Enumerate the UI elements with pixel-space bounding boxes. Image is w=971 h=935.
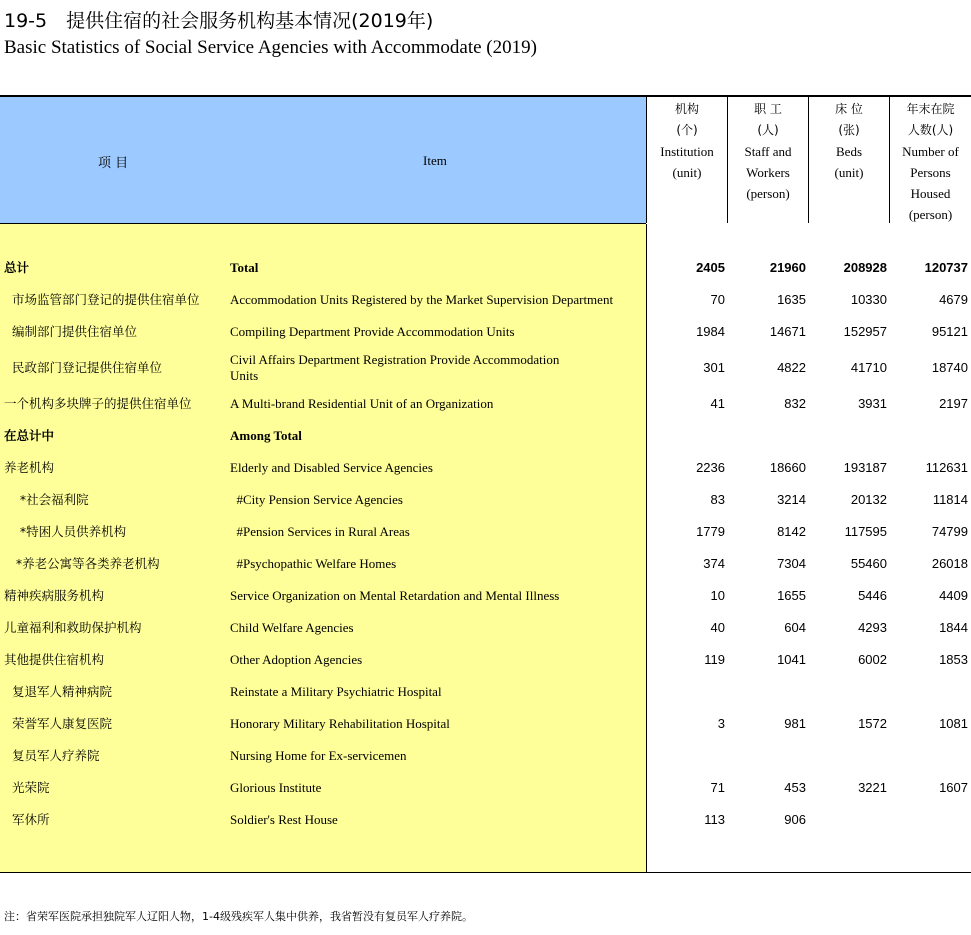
table-row [0,708,971,740]
row-value: 20132 [850,492,887,507]
row-value: 70 [710,292,725,307]
row-value: 40 [710,620,725,635]
row-label-en: Compiling Department Provide Accommodation Units [230,324,515,339]
row-label-en: #Psychopathic Welfare Homes [230,556,397,571]
row-label-cn: *社会福利院 [4,492,89,507]
row-value: 10 [710,588,725,603]
row-label-en: Child Welfare Agencies [230,620,354,635]
row-value: 71 [710,780,725,795]
row-value [808,420,887,452]
row-value: 1607 [939,780,968,795]
row-label-en: Service Organization on Mental Retardation and Mental Illness [230,588,560,603]
row-value [808,740,887,772]
row-label-cn: 在总计中 [4,428,55,443]
table-row [0,740,971,772]
row-label-en: Soldier's Rest House [230,812,338,827]
table-row [0,580,971,612]
row-value: 2197 [939,396,968,411]
row-value: 1572 [858,716,887,731]
row-value: 604 [784,620,806,635]
footnote: 注：省荣军医院承担独院军人辽阳人物，1-4级残疾军人集中供养，我省暂没有复员军人疗养院。 [4,910,473,923]
header-col-en: Workers [746,165,790,180]
table-row [0,484,971,516]
row-label-cn: 养老机构 [4,460,55,475]
header-col-en: (person) [746,186,790,201]
row-label-en: Accommodation Units Registered by the Market Supervision Department [230,292,614,307]
row-value: 55460 [850,556,887,571]
row-value: 4409 [939,588,968,603]
header-col-cn: 年末在院 [906,102,955,116]
row-label-en: Elderly and Disabled Service Agencies [230,460,433,475]
header-col-en: Housed [910,186,951,201]
row-value: 4822 [777,360,806,375]
row-value [808,804,887,836]
table-row [0,388,971,420]
row-label-en: Total [230,260,259,275]
row-value [646,420,725,452]
row-label-cn: 复退军人精神病院 [4,684,112,699]
table-row [0,548,971,580]
table-row [0,284,971,316]
row-value: 193187 [843,460,887,475]
row-label-cn: 一个机构多块牌子的提供住宿单位 [4,396,192,411]
header-col-beds [808,97,889,223]
row-label-cn: 总计 [4,260,30,275]
row-label-cn: 荣誉军人康复医院 [4,716,112,731]
row-label-cn: 精神疾病服务机构 [4,588,105,603]
row-label-cn: 光荣院 [4,780,50,795]
row-value: 83 [710,492,725,507]
row-value: 3214 [777,492,806,507]
header-col-institution [646,97,727,223]
row-label-cn: 编制部门提供住宿单位 [4,324,137,339]
row-value: 7304 [777,556,806,571]
row-label-en: #Pension Services in Rural Areas [230,524,410,539]
row-label-cn: *特困人员供养机构 [4,524,127,539]
row-value [646,676,725,708]
row-value [727,676,806,708]
header-col-cn-unit: (个) [676,123,698,137]
header-col-cn-unit: 人数(人) [907,123,954,137]
row-value [889,420,968,452]
row-value: 112631 [925,460,968,475]
table-row [0,772,971,804]
row-value: 21960 [769,260,806,275]
row-value: 10330 [850,292,887,307]
row-label-cn: 复员军人疗养院 [4,748,100,763]
row-value: 117595 [844,524,887,539]
row-value: 26018 [931,556,968,571]
header-col-en: (person) [908,207,953,222]
row-value: 1853 [939,652,968,667]
row-value: 6002 [858,652,887,667]
row-value [889,740,968,772]
header-col-en: (unit) [834,165,864,180]
row-label-en: Honorary Military Rehabilitation Hospital [230,716,450,731]
row-label-en: Glorious Institute [230,780,322,795]
table-row [0,644,971,676]
header-col-cn: 机构 [674,102,699,116]
row-value: 1635 [777,292,806,307]
row-value: 2236 [696,460,725,475]
row-label-cn: 军休所 [4,812,50,827]
row-value: 95121 [931,324,968,339]
row-value: 1984 [696,324,725,339]
row-value: 1779 [696,524,725,539]
row-label-cn: 民政部门登记提供住宿单位 [4,360,162,375]
row-value: 18740 [931,360,968,375]
header-col-en: Beds [836,144,862,159]
header-col-cn-unit: (人) [757,123,779,137]
row-value: 11814 [932,492,968,507]
table-row [0,804,971,836]
row-value: 8142 [777,524,806,539]
header-item-cell [0,97,646,224]
row-value: 18660 [769,460,806,475]
table-row [0,452,971,484]
header-col-en: Staff and [744,144,792,159]
row-value: 301 [703,360,725,375]
table-row [0,516,971,548]
row-value [646,740,725,772]
row-value: 3221 [858,780,887,795]
row-value: 14671 [769,324,806,339]
row-label-en: #City Pension Service Agencies [230,492,403,507]
row-value: 1041 [777,652,806,667]
row-value: 906 [784,812,806,827]
row-value: 374 [703,556,725,571]
header-col-persons-housed [889,97,971,223]
row-value [727,420,806,452]
row-label-en: Among Total [230,428,302,443]
row-value [727,740,806,772]
row-value: 5446 [858,588,887,603]
table-row [0,348,971,388]
row-label-cn: 儿童福利和救助保护机构 [4,620,142,635]
row-value: 981 [784,716,806,731]
row-label-en: Nursing Home for Ex-servicemen [230,748,407,763]
row-value: 152957 [843,324,887,339]
row-value: 832 [784,396,806,411]
row-value: 1081 [939,716,968,731]
statistics-table [0,95,971,873]
header-col-cn: 床 位 [835,102,863,116]
header-col-cn-unit: (张) [838,123,860,137]
row-label-cn: 市场监管部门登记的提供住宿单位 [4,292,200,307]
row-value: 1655 [777,588,806,603]
header-col-staff [727,97,808,223]
table-row [0,316,971,348]
header-col-cn: 职 工 [754,102,782,116]
row-value: 3931 [858,396,887,411]
table-row [0,252,971,284]
header-col-en: Number of [902,144,959,159]
row-value: 2405 [696,260,725,275]
row-label-en: A Multi-brand Residential Unit of an Organization [230,396,494,411]
row-label-cn: *养老公寓等各类养老机构 [4,556,160,571]
row-value: 3 [717,716,725,731]
row-value: 4679 [939,292,968,307]
header-col-en: (unit) [672,165,702,180]
row-value [808,676,887,708]
row-label-cn: 其他提供住宿机构 [4,652,105,667]
row-value: 41710 [850,360,887,375]
row-label-en: Reinstate a Military Psychiatric Hospital [230,684,442,699]
row-value: 208928 [843,260,887,275]
row-value: 113 [704,812,725,827]
row-value [889,676,968,708]
row-value: 4293 [858,620,887,635]
header-col-en: Persons [910,165,951,180]
header-col-en: Institution [660,144,714,159]
table-title-en: Basic Statistics of Social Service Agencies with Accommodate (2019) [4,37,537,58]
row-label-en: Civil Affairs Department Registration Provide Accommodation Units [230,352,563,383]
table-row [0,420,971,452]
row-value: 453 [784,780,806,795]
header-item-en: Item [423,153,447,168]
table-title-cn: 19-5 提供住宿的社会服务机构基本情况(2019年) [4,10,434,32]
table-row [0,676,971,708]
row-value: 119 [704,652,725,667]
header-item-cn: 项 目 [98,156,129,171]
row-value: 120737 [924,260,968,275]
row-value: 41 [710,396,725,411]
table-row [0,612,971,644]
row-value [889,804,968,836]
row-label-en: Other Adoption Agencies [230,652,363,667]
row-value: 74799 [931,524,968,539]
row-value: 1844 [939,620,968,635]
